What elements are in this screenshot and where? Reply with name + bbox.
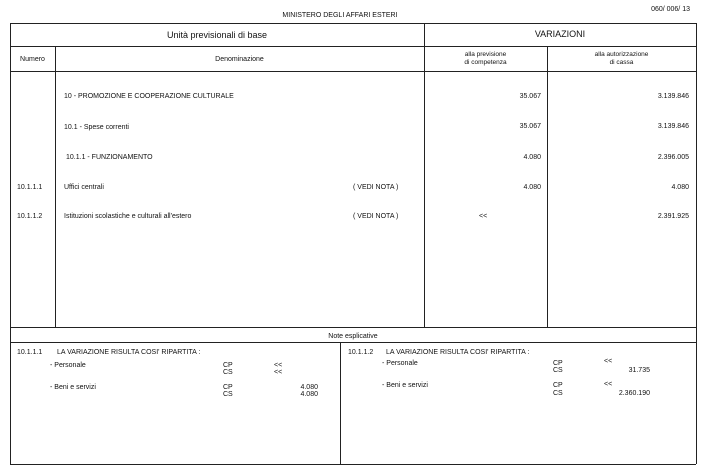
page-code: 060/ 006/ 13 xyxy=(651,6,690,13)
row-competenza: 35.067 xyxy=(519,123,541,130)
cp-label: CP xyxy=(553,382,563,389)
cs-label: CS xyxy=(223,391,233,398)
row-competenza: 4.080 xyxy=(523,184,541,191)
upb-header: Unità previsionali di base xyxy=(166,30,268,40)
row-cassa: 3.139.846 xyxy=(657,93,689,100)
row-denominazione: Istituzioni scolastiche e culturali all'estero xyxy=(64,213,192,220)
row-cassa: 2.391.925 xyxy=(657,213,689,220)
row-competenza: << xyxy=(479,213,488,220)
row-competenza: 35.067 xyxy=(519,93,541,100)
cassa-header: alla autorizzazione di cassa xyxy=(594,51,649,66)
row-cassa: 2.396.005 xyxy=(657,154,689,161)
cp-value: 4.080 xyxy=(300,384,318,391)
competenza-header: alla previsione di competenza xyxy=(464,51,507,66)
numero-header: Numero xyxy=(20,56,45,63)
row-denominazione: Uffici centrali xyxy=(64,184,104,191)
cp-label: CP xyxy=(223,362,233,369)
notes-title: Note esplicative xyxy=(328,333,378,340)
row-cassa: 3.139.846 xyxy=(657,123,689,130)
cp-label: CP xyxy=(223,384,233,391)
note-code: 10.1.1.2 xyxy=(348,349,374,356)
ministry-title: MINISTERO DEGLI AFFARI ESTERI xyxy=(282,12,398,19)
row-denominazione: 10.1.1 - FUNZIONAMENTO xyxy=(66,154,153,161)
note-item-label: - Personale xyxy=(50,362,86,369)
cs-value: 4.080 xyxy=(300,391,318,398)
row-numero: 10.1.1.2 xyxy=(17,213,43,220)
note-item-label: - Personale xyxy=(382,360,418,367)
cs-value: 31.735 xyxy=(628,367,650,374)
cs-label: CS xyxy=(553,367,563,374)
note-item-label: - Beni e servizi xyxy=(50,384,96,391)
note-heading: LA VARIAZIONE RISULTA COSI' RIPARTITA : xyxy=(386,349,530,356)
row-nota: ( VEDI NOTA ) xyxy=(353,184,399,191)
row-denominazione: 10.1 - Spese correnti xyxy=(64,124,129,131)
note-heading: LA VARIAZIONE RISULTA COSI' RIPARTITA : xyxy=(57,349,201,356)
row-nota: ( VEDI NOTA ) xyxy=(353,213,399,220)
cs-value: 2.360.190 xyxy=(618,390,650,397)
cs-label: CS xyxy=(553,390,563,397)
cs-label: CS xyxy=(223,369,233,376)
row-denominazione: 10 - PROMOZIONE E COOPERAZIONE CULTURALE xyxy=(64,93,234,100)
row-numero: 10.1.1.1 xyxy=(17,184,43,191)
cp-label: CP xyxy=(553,360,563,367)
denominazione-header: Denominazione xyxy=(215,56,264,63)
note-code: 10.1.1.1 xyxy=(17,349,43,356)
row-cassa: 4.080 xyxy=(671,184,689,191)
cp-value: << xyxy=(604,381,613,388)
variazioni-header: VARIAZIONI xyxy=(534,29,586,39)
cs-value: << xyxy=(274,369,283,376)
cp-value: << xyxy=(274,362,283,369)
row-competenza: 4.080 xyxy=(523,154,541,161)
cp-value: << xyxy=(604,358,613,365)
note-item-label: - Beni e servizi xyxy=(382,382,428,389)
